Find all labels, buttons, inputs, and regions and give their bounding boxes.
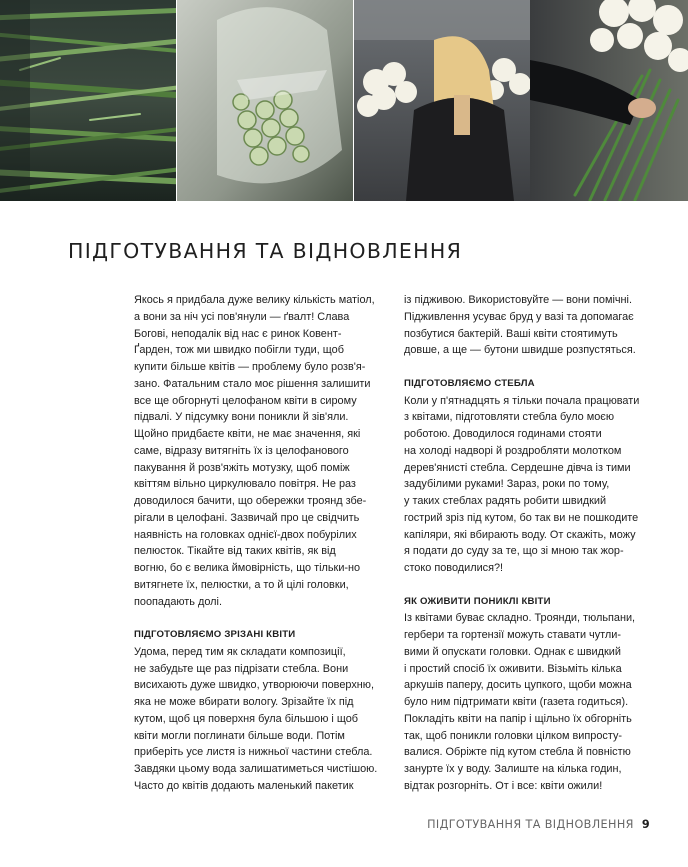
intro-paragraph bbox=[134, 292, 380, 610]
paragraph-spacer bbox=[404, 577, 644, 594]
right-column bbox=[404, 292, 644, 795]
text-line: капіляри, які вбирають воду. От скажіть, можу bbox=[404, 528, 636, 541]
page-footer bbox=[427, 818, 650, 831]
text-line: Покладіть квіти на папір і щільно їх обгорніть bbox=[404, 712, 632, 725]
text-line: поопадають долі. bbox=[134, 595, 222, 608]
text-line: валися. Обріжте під кутом стебла й повністю bbox=[404, 746, 631, 759]
text-line: не забудьте ще раз підрізати стебла. Вони bbox=[134, 662, 349, 675]
text-line: занурте їх у воду. Залиште на кілька годин, bbox=[404, 763, 622, 775]
florist-with-white-roses-photo bbox=[354, 0, 530, 201]
text-line: задубілими руками! Зараз, роки по тому, bbox=[404, 478, 610, 491]
text-line: Ґарден, тож ми швидко побігли туди, щоб bbox=[134, 344, 344, 357]
text-line: все ще обгорнуті целофаном квіти в сирому bbox=[134, 394, 357, 407]
text-line: стоко поводилися?! bbox=[404, 562, 504, 574]
text-line: купити більше квітів — проблему було розв'я- bbox=[134, 361, 366, 373]
text-line: було ним підтримати квіти (газета годиться). bbox=[404, 696, 629, 708]
text-line: Удома, перед тим як складати композиції, bbox=[134, 645, 346, 658]
text-line: так, щоб поникли головки цілком випросту- bbox=[404, 729, 623, 742]
revive-heading: ЯК ОЖИВИТИ ПОНИКЛІ КВІТИ bbox=[404, 595, 551, 607]
text-line: Щойно придбаєте квіти, не має значення, які bbox=[134, 428, 361, 440]
text-line: квіттям вільно циркулювало повітря. Не раз bbox=[134, 478, 356, 491]
text-line: гербери та гортензії можуть ставати чутли- bbox=[404, 629, 621, 641]
continuation-paragraph bbox=[404, 292, 644, 359]
text-line: Якось я придбала дуже велику кількість матіол, bbox=[134, 294, 375, 306]
text-line: кутом, щоб ця поверхня була більшою і щоб bbox=[134, 712, 358, 725]
stems-heading: ПІДГОТОВЛЯЄМО СТЕБЛА bbox=[404, 377, 535, 389]
text-line: квіти могли поглинати більше води. Потім bbox=[134, 729, 345, 742]
text-line: доводилося бачити, що обережки троянд збе- bbox=[134, 495, 367, 507]
text-line: Часто до квітів додають маленький пакетик bbox=[134, 779, 354, 792]
text-line: Коли у п'ятнадцять я тільки почала працювати bbox=[404, 394, 640, 407]
text-line: саме, відразу витягніть їх із целофанового bbox=[134, 444, 349, 457]
text-line: зано. Фатальним стало моє рішення залишити bbox=[134, 377, 371, 390]
text-line: позбутися бактерій. Ваші квіти стоятимуть bbox=[404, 327, 618, 340]
text-line: витягнете їх, пелюстки, а то й цілі головки, bbox=[134, 578, 349, 591]
text-line: яка не може вбирати вологу. Зрізайте їх під bbox=[134, 696, 354, 708]
hands-holding-roses-photo bbox=[530, 0, 688, 201]
text-line: у таких стеблах радять робити швидкий bbox=[404, 495, 607, 507]
text-line: аркушів паперу, досить цупкого, щоби можна bbox=[404, 679, 632, 692]
text-line: пелюсток. Тікайте від таких квітів, як від bbox=[134, 545, 336, 558]
text-line: Підживлення усуває бруд у вазі та допомагає bbox=[404, 310, 634, 323]
text-line: пакування й розв'яжіть мотузку, щоб поміж bbox=[134, 461, 350, 474]
text-line: гострий зріз під кутом, бо так ви не пошкодите bbox=[404, 511, 639, 524]
left-column bbox=[134, 292, 380, 795]
photo-strip bbox=[0, 0, 688, 201]
paragraph-spacer bbox=[404, 359, 644, 376]
text-line: приберіть усе листя із нижньої частини стебла. bbox=[134, 746, 373, 759]
section-title: ПІДГОТУВАННЯ ТА ВІДНОВЛЕННЯ bbox=[68, 239, 463, 263]
text-line: із підживою. Використовуйте — вони помічні. bbox=[404, 294, 632, 306]
cut-flowers-heading: ПІДГОТОВЛЯЄМО ЗРІЗАНІ КВІТИ bbox=[134, 629, 296, 640]
text-line: Із квітами буває складно. Троянди, тюльпани, bbox=[404, 612, 636, 625]
wrapped-stems-photo bbox=[177, 0, 353, 201]
text-line: а вони за ніч усі пов'янули — ґвалт! Слава bbox=[134, 310, 350, 323]
text-line: роботою. Доводилося годинами стояти bbox=[404, 428, 602, 440]
text-line: вими й опускати головки. Однак є швидкий bbox=[404, 645, 621, 658]
text-line: і простий спосіб їх оживити. Візьміть кілька bbox=[404, 662, 622, 675]
page-number: 9 bbox=[641, 818, 650, 831]
text-line: дерев'янисті стебла. Сердешне дівча із тими bbox=[404, 461, 631, 474]
text-line: я подати до суду за те, що зі мною так жор- bbox=[404, 545, 624, 558]
running-title: ПІДГОТУВАННЯ ТА ВІДНОВЛЕННЯ bbox=[427, 818, 634, 831]
text-line: на холоді надворі й роздробляти молотком bbox=[404, 444, 622, 457]
text-line: вогню, бо є велика ймовірність, що тільки-но bbox=[134, 562, 361, 574]
text-line: з квітами, підготовляти стебла було моєю bbox=[404, 411, 615, 424]
text-line: підвалі. У підсумку вони поникли й зів'яли. bbox=[134, 411, 349, 424]
text-line: Завдяки цьому вода залишатиметься чистішою. bbox=[134, 763, 378, 775]
green-stems-photo bbox=[0, 0, 176, 201]
text-line: Богові, неподалік від нас є ринок Ковент- bbox=[134, 327, 342, 340]
cut-flowers-paragraph bbox=[134, 644, 380, 795]
text-line: довше, а ще — бутони швидше розпустяться. bbox=[404, 344, 636, 357]
revive-paragraph bbox=[404, 610, 644, 794]
text-line: рігали в целофані. Зазвичай про це свідчить bbox=[134, 511, 360, 524]
stems-paragraph bbox=[404, 393, 644, 577]
paragraph-spacer bbox=[134, 610, 380, 627]
text-line: наявність на головках однієї-двох побурілих bbox=[134, 528, 357, 541]
text-line: висихають дуже швидко, утворюючи поверхню, bbox=[134, 679, 374, 692]
text-line: відтак розгорніть. От і все: квіти ожили! bbox=[404, 779, 603, 792]
